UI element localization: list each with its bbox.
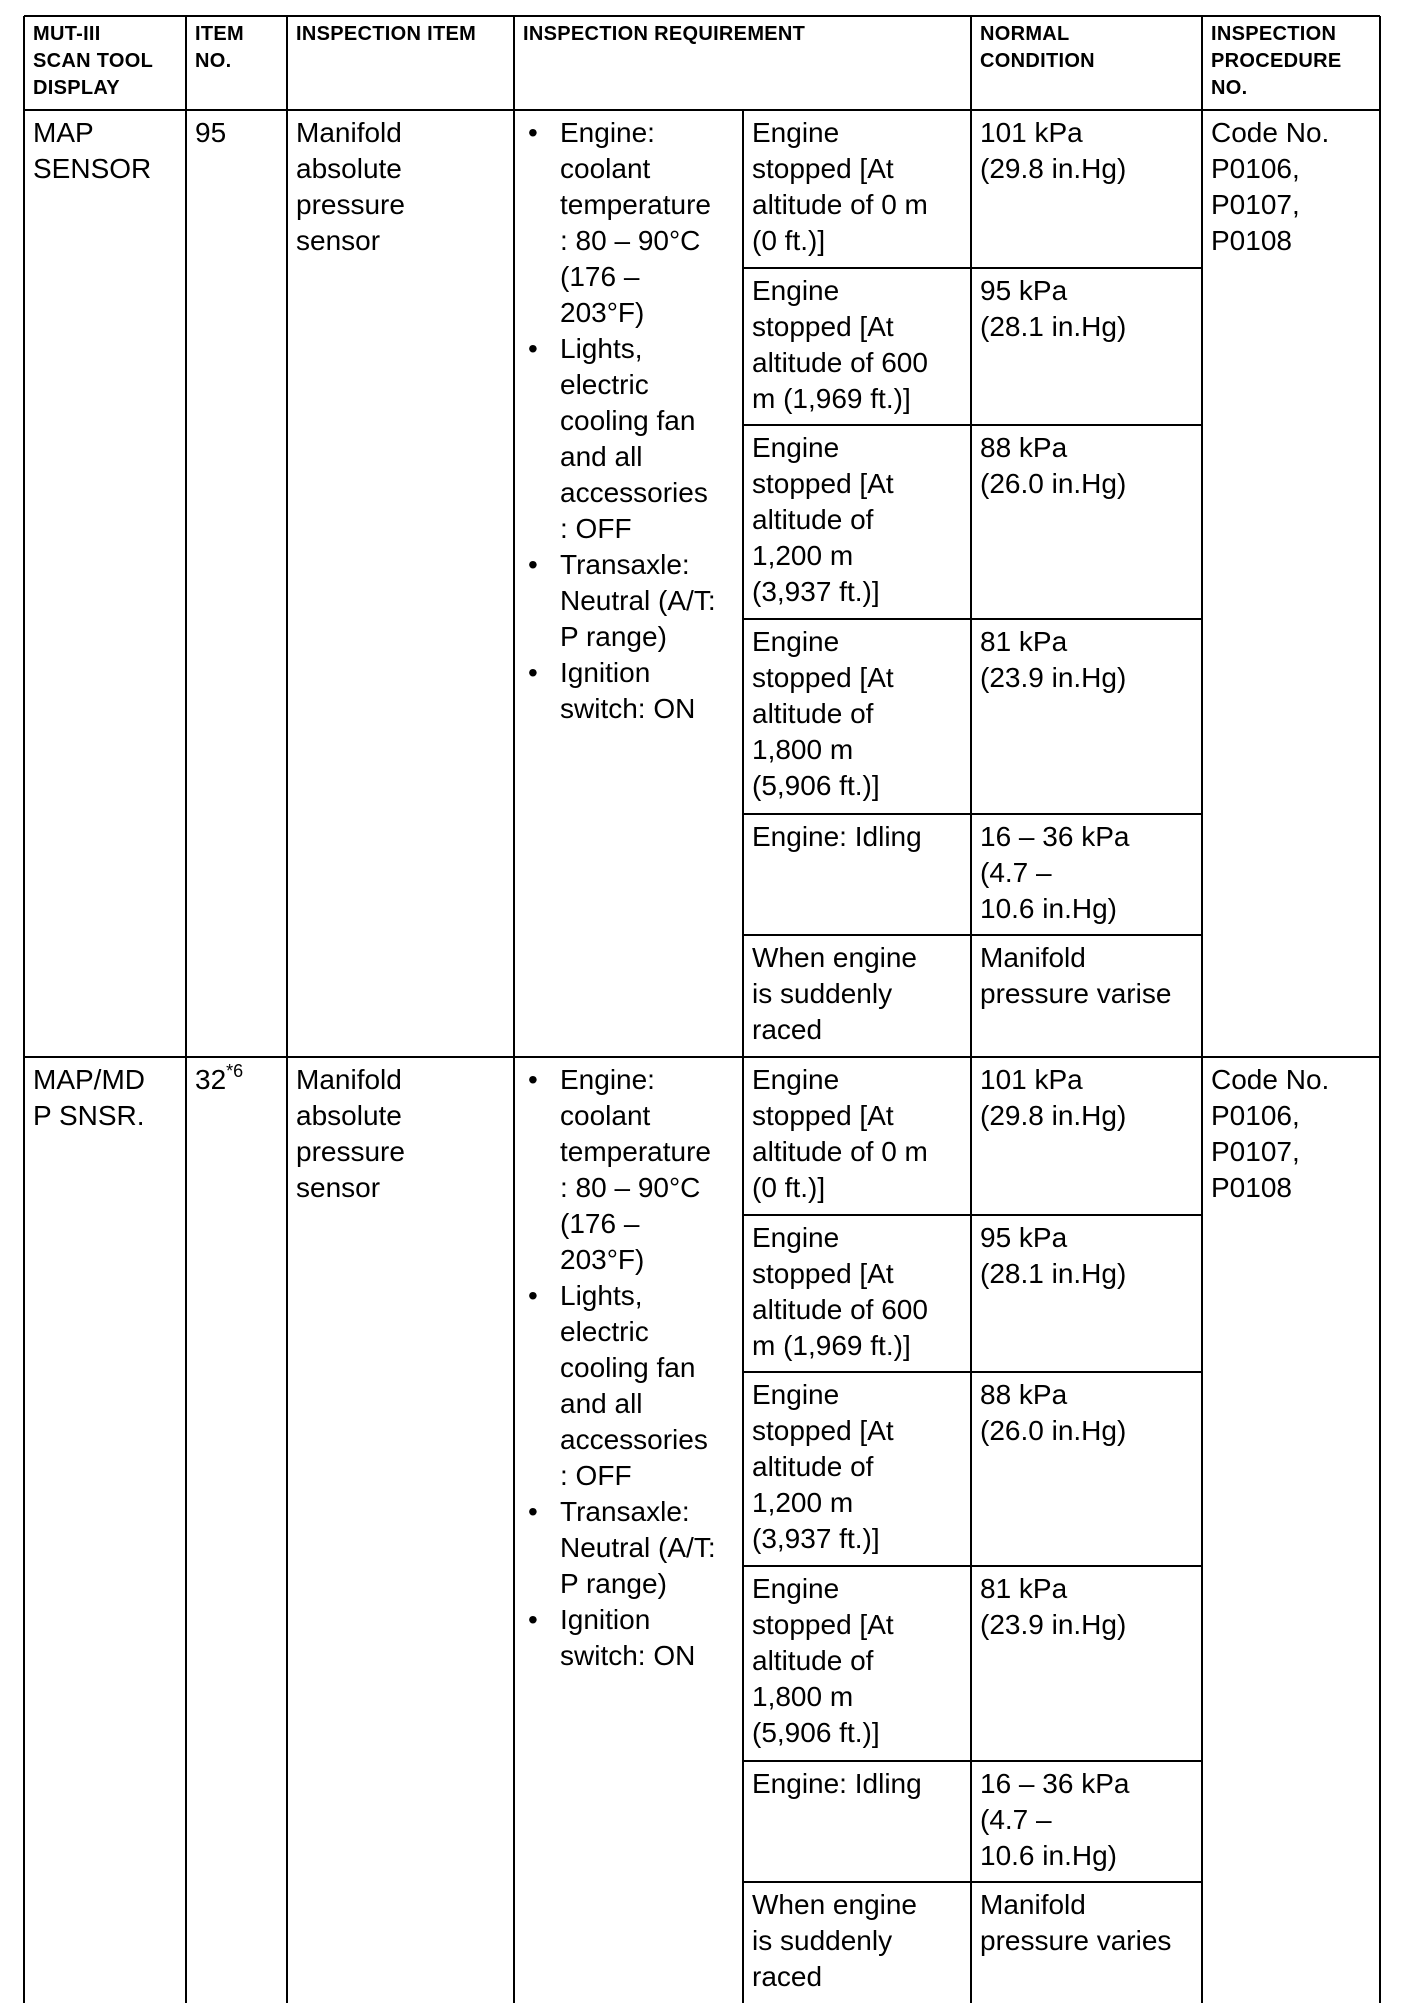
condition-cell [752,1377,967,1557]
table-rule [743,1214,1202,1216]
header-normal [980,21,1198,75]
text-line: 203°F) [560,1244,645,1275]
condition-cell [752,624,967,804]
text-line: m (1,969 ft.)] [752,383,911,414]
text-line: Manifold [296,117,402,148]
text-line: is suddenly [752,978,893,1009]
text-line: 1,200 m [752,540,854,571]
text-line: Code No. [1211,1064,1330,1095]
text-line: coolant [560,153,651,184]
normal-cell [980,819,1198,927]
text-line: (28.1 in.Hg) [980,1258,1127,1289]
header-item-no [195,21,283,75]
text-line: Engine [752,1379,840,1410]
text-line: 95 kPa [980,1222,1068,1253]
text-line: stopped [At [752,662,894,693]
text-line: altitude of [752,1645,874,1676]
text-line: • Ignition [560,1604,651,1635]
condition-cell [752,1887,967,1995]
normal-cell [980,940,1198,1012]
text-line: CONDITION [980,50,1095,72]
text-line: P0108 [1211,225,1292,256]
scan-tool-display [33,115,182,187]
text-line: • Ignition [560,657,651,688]
normal-cell [980,1220,1198,1292]
text-line: • Transaxle: [560,1496,690,1527]
text-line: electric [560,1316,649,1347]
table-rule [185,16,187,2003]
text-line: 101 kPa [980,117,1083,148]
text-line: MUT-III [33,23,101,45]
condition-cell [752,1571,967,1751]
text-line: SCAN TOOL [33,50,154,72]
inspection-item [296,115,510,259]
text-line: altitude of 600 [752,1294,928,1325]
condition-cell [752,1220,967,1364]
text-line: NORMAL [980,23,1070,45]
text-line: switch: ON [560,693,696,724]
text-line: sensor [296,225,381,256]
table-rule [743,1881,1202,1883]
text-line: 95 kPa [980,275,1068,306]
table-rule [743,618,1202,620]
item-number-value: 32 [195,1064,227,1095]
inspection-procedure [1211,1062,1376,1206]
text-line: Engine: Idling [752,1768,922,1799]
text-line: absolute [296,1100,402,1131]
text-line: Manifold [980,942,1086,973]
text-line: Manifold [296,1064,402,1095]
text-line: 81 kPa [980,1573,1068,1604]
text-line: (0 ft.)] [752,1172,826,1203]
text-line: Manifold [980,1889,1086,1920]
normal-cell [980,1887,1198,1959]
item-number-footnote: *6 [226,1060,244,1081]
text-line: PROCEDURE [1211,50,1342,72]
normal-cell [980,273,1198,345]
text-line: (4.7 – [980,857,1052,888]
table-rule [1379,16,1381,2003]
condition-cell [752,430,967,610]
requirement-bullet [526,1062,742,1278]
text-line: switch: ON [560,1640,696,1671]
table-rule [23,16,25,2003]
text-line: altitude of 600 [752,347,928,378]
text-line: P0107, [1211,189,1300,220]
text-line: (23.9 in.Hg) [980,1609,1127,1640]
text-line: raced [752,1961,823,1992]
item-number-value: 95 [195,117,227,148]
text-line: (23.9 in.Hg) [980,662,1127,693]
text-line: and all [560,1388,643,1419]
table-rule [513,16,515,2003]
header-item [296,21,510,48]
text-line: (26.0 in.Hg) [980,468,1127,499]
scan-tool-display [33,1062,182,1134]
text-line: (176 – [560,261,640,292]
text-line: P0108 [1211,1172,1292,1203]
requirement-bullet [526,115,742,331]
text-line: • Lights, [560,1280,643,1311]
normal-cell [980,1571,1198,1643]
requirement-bullet [526,655,742,727]
text-line: stopped [At [752,1415,894,1446]
text-line: 10.6 in.Hg) [980,893,1117,924]
text-line: INSPECTION REQUIREMENT [523,23,806,45]
requirement-list [526,1062,742,1674]
text-line: 101 kPa [980,1064,1083,1095]
text-line: P0106, [1211,1100,1300,1131]
text-line: raced [752,1014,823,1045]
text-line: and all [560,441,643,472]
header-display [33,21,182,102]
inspection-requirement [526,1062,742,1674]
text-line: Code No. [1211,117,1330,148]
text-line: pressure [296,1136,405,1167]
text-line: stopped [At [752,1609,894,1640]
text-line: Neutral (A/T: [560,1532,716,1563]
text-line: NO. [195,50,232,72]
text-line: cooling fan [560,405,696,436]
requirement-bullet [526,547,742,655]
text-line: Engine [752,626,840,657]
normal-cell [980,624,1198,696]
text-line: sensor [296,1172,381,1203]
table-rule [970,16,972,2003]
table-rule [743,1371,1202,1373]
text-line: Engine [752,117,840,148]
normal-cell [980,1766,1198,1874]
text-line: m (1,969 ft.)] [752,1330,911,1361]
text-line: electric [560,369,649,400]
text-line: INSPECTION [1211,23,1337,45]
text-line: 16 – 36 kPa [980,1768,1130,1799]
text-line: P0107, [1211,1136,1300,1167]
text-line: (3,937 ft.)] [752,1523,880,1554]
text-line: stopped [At [752,1258,894,1289]
text-line: altitude of [752,698,874,729]
text-line: Neutral (A/T: [560,585,716,616]
text-line: P SNSR. [33,1100,145,1131]
table-rule [742,110,744,2003]
requirement-bullet [526,331,742,547]
text-line: coolant [560,1100,651,1131]
text-line: ITEM [195,23,244,45]
text-line: (29.8 in.Hg) [980,1100,1127,1131]
text-line: stopped [At [752,1100,894,1131]
inspection-item [296,1062,510,1206]
text-line: Engine [752,1064,840,1095]
text-line: 1,800 m [752,1681,854,1712]
condition-cell [752,819,967,855]
text-line: : OFF [560,1460,632,1491]
text-line: SENSOR [33,153,152,184]
text-line: temperature [560,1136,711,1167]
normal-cell [980,115,1198,187]
text-line: stopped [At [752,153,894,184]
requirement-bullet [526,1494,742,1602]
text-line: pressure varise [980,978,1172,1009]
inspection-procedure [1211,115,1376,259]
table-rule [743,1760,1202,1762]
table-rule [24,109,1380,111]
inspection-requirement [526,115,742,727]
item-number [195,1062,283,1098]
text-line: (4.7 – [980,1804,1052,1835]
text-line: 203°F) [560,297,645,328]
text-line: INSPECTION ITEM [296,23,477,45]
text-line: altitude of 0 m [752,189,928,220]
text-line: Engine [752,1573,840,1604]
text-line: (29.8 in.Hg) [980,153,1127,184]
text-line: MAP [33,117,94,148]
table-rule [743,424,1202,426]
normal-cell [980,430,1198,502]
text-line: absolute [296,153,402,184]
text-line: accessories [560,1424,708,1455]
text-line: • Lights, [560,333,643,364]
header-requirement [523,21,967,48]
text-line: (5,906 ft.)] [752,1717,880,1748]
text-line: P range) [560,621,667,652]
text-line: Engine [752,432,840,463]
text-line: altitude of 0 m [752,1136,928,1167]
text-line: temperature [560,189,711,220]
text-line: cooling fan [560,1352,696,1383]
condition-cell [752,115,967,259]
requirement-list [526,115,742,727]
text-line: NO. [1211,77,1248,99]
text-line: : OFF [560,513,632,544]
table-rule [286,16,288,2003]
text-line: 10.6 in.Hg) [980,1840,1117,1871]
table-rule [24,1056,1380,1058]
text-line: stopped [At [752,311,894,342]
text-line: (26.0 in.Hg) [980,1415,1127,1446]
requirement-bullet [526,1602,742,1674]
normal-cell [980,1377,1198,1449]
condition-cell [752,940,967,1048]
text-line: Engine [752,1222,840,1253]
text-line: (0 ft.)] [752,225,826,256]
table-rule [743,267,1202,269]
text-line: pressure [296,189,405,220]
condition-cell [752,1062,967,1206]
text-line: accessories [560,477,708,508]
text-line: • Engine: [560,1064,655,1095]
text-line: • Transaxle: [560,549,690,580]
normal-cell [980,1062,1198,1134]
text-line: 88 kPa [980,1379,1068,1410]
text-line: DISPLAY [33,77,120,99]
text-line: is suddenly [752,1925,893,1956]
text-line: 16 – 36 kPa [980,821,1130,852]
text-line: • Engine: [560,117,655,148]
text-line: MAP/MD [33,1064,145,1095]
table-rule [743,934,1202,936]
requirement-bullet [526,1278,742,1494]
text-line: (176 – [560,1208,640,1239]
item-number [195,115,283,151]
text-line: stopped [At [752,468,894,499]
text-line: (5,906 ft.)] [752,770,880,801]
text-line: (3,937 ft.)] [752,576,880,607]
text-line: pressure varies [980,1925,1172,1956]
text-line: (28.1 in.Hg) [980,311,1127,342]
table-rule [743,813,1202,815]
text-line: When engine [752,1889,918,1920]
text-line: P range) [560,1568,667,1599]
text-line: 88 kPa [980,432,1068,463]
text-line: altitude of [752,1451,874,1482]
text-line: : 80 – 90°C [560,225,701,256]
table-rule [1201,16,1203,2003]
condition-cell [752,1766,967,1802]
text-line: When engine [752,942,918,973]
condition-cell [752,273,967,417]
text-line: Engine: Idling [752,821,922,852]
header-procedure [1211,21,1376,102]
table-rule [743,1565,1202,1567]
text-line: P0106, [1211,153,1300,184]
text-line: altitude of [752,504,874,535]
text-line: Engine [752,275,840,306]
table-rule [24,15,1380,17]
text-line: 1,800 m [752,734,854,765]
text-line: 1,200 m [752,1487,854,1518]
text-line: 81 kPa [980,626,1068,657]
text-line: : 80 – 90°C [560,1172,701,1203]
